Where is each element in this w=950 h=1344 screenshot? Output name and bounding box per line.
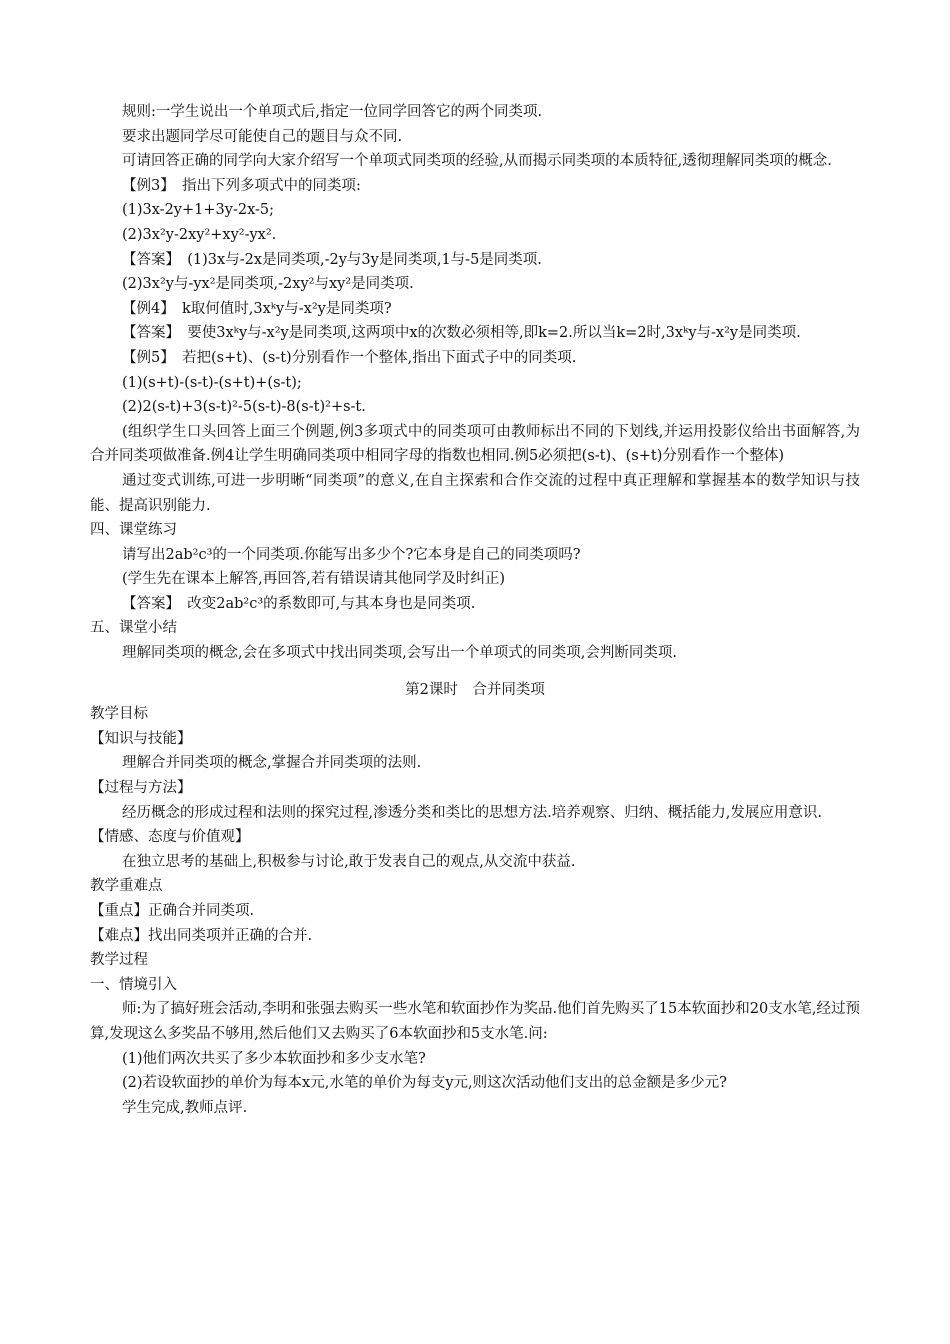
practice-question: 请写出2ab²c³的一个同类项.你能写出多少个?它本身是自己的同类项吗?	[122, 546, 581, 563]
teaching-process-heading: 教学过程	[90, 952, 148, 969]
attitude-text: 在独立思考的基础上,积极参与讨论,敢于发表自己的观点,从交流中获益.	[122, 853, 576, 870]
scenario-intro-heading: 一、情境引入	[90, 976, 177, 993]
example-3-heading: 【例3】 指出下列多项式中的同类项:	[122, 177, 361, 194]
process-method-text: 经历概念的形成过程和法则的探究过程,渗透分类和类比的思想方法.培养观察、归纳、概括能力,发展应用意识.	[122, 804, 822, 821]
practice-note: (学生先在课本上解答,再回答,若有错误请其他同学及时纠正)	[122, 571, 506, 588]
example-5-item-2: (2)2(s-t)+3(s-t)²-5(s-t)-8(s-t)²+s-t.	[122, 399, 366, 416]
example-4-heading: 【例4】 k取何值时,3xᵏy与-x²y是同类项?	[122, 300, 392, 317]
scenario-question-2: (2)若设软面抄的单价为每本x元,水笔的单价为每支y元,则这次活动他们支出的总金额是多少元?	[122, 1075, 727, 1092]
knowledge-skills-heading: 【知识与技能】	[90, 730, 192, 747]
example-3-answer-1: 【答案】 (1)3x与-2x是同类项,-2y与3y是同类项,1与-5是同类项.	[122, 251, 542, 268]
scenario-paragraph: 师:为了搞好班会活动,李明和张强去购买一些水笔和软面抄作为奖品.他们首先购买了15本软面抄和20支水笔,经过预算,发现这么多奖品不够用,然后他们又去购买了6本软面抄和5支水笔.问:	[90, 1001, 860, 1042]
scenario-question-1: (1)他们两次共买了多少本软面抄和多少支水笔?	[122, 1050, 426, 1067]
section-summary-heading: 五、课堂小结	[90, 620, 177, 637]
example-4-answer: 【答案】 要使3xᵏy与-x²y是同类项,这两项中x的次数必须相等,即k=2.所以当k=2时,3xᵏy与-x²y是同类项.	[122, 325, 801, 342]
variation-paragraph: 通过变式训练,可进一步明晰“同类项”的意义,在自主探索和合作交流的过程中真正理解和掌握基本的数学知识与技能、提高识别能力.	[90, 472, 860, 514]
teaching-goals-heading: 教学目标	[90, 706, 148, 723]
example-5-heading: 【例5】 若把(s+t)、(s-t)分别看作一个整体,指出下面式子中的同类项.	[122, 349, 577, 366]
difficult-point-line: 【难点】找出同类项并正确的合并.	[90, 927, 313, 944]
key-difficult-heading: 教学重难点	[90, 878, 163, 895]
example-3-item-2: (2)3x²y-2xy²+xy²-yx².	[122, 226, 277, 243]
requirement-line: 要求出题同学尽可能使自己的题目与众不同.	[122, 128, 403, 145]
key-point-line: 【重点】正确合并同类项.	[90, 903, 255, 919]
practice-answer: 【答案】 改变2ab²c³的系数即可,与其本身也是同类项.	[122, 595, 476, 612]
document-body	[90, 100, 860, 1120]
organization-note: (组织学生口头回答上面三个例题,例3多项式中的同类项可由教师标出不同的下划线,并运用投影仪给出书面解答,为合并同类项做准备.例4让学生明确同类项中相同字母的指数也相同.例5必须把(s-t)、(s+t)分别看作一个整体)	[90, 423, 860, 465]
lesson-2-title: 第2课时 合并同类项	[405, 681, 545, 698]
section-practice-heading: 四、课堂练习	[90, 522, 177, 539]
experience-paragraph: 可请回答正确的同学向大家介绍写一个单项式同类项的经验,从而揭示同类项的本质特征,透彻理解同类项的概念.	[122, 153, 832, 170]
scenario-closing: 学生完成,教师点评.	[122, 1099, 248, 1116]
example-5-item-1: (1)(s+t)-(s-t)-(s+t)+(s-t);	[122, 374, 302, 391]
summary-text: 理解同类项的概念,会在多项式中找出同类项,会写出一个单项式的同类项,会判断同类项.	[122, 645, 677, 662]
attitude-heading: 【情感、态度与价值观】	[90, 829, 250, 846]
example-3-item-1: (1)3x-2y+1+3y-2x-5;	[122, 202, 275, 219]
rule-line: 规则:一学生说出一个单项式后,指定一位同学回答它的两个同类项.	[122, 104, 543, 120]
example-3-answer-2: (2)3x²y与-yx²是同类项,-2xy²与xy²是同类项.	[122, 276, 414, 293]
knowledge-skills-text: 理解合并同类项的概念,掌握合并同类项的法则.	[122, 755, 422, 772]
process-method-heading: 【过程与方法】	[90, 780, 192, 797]
